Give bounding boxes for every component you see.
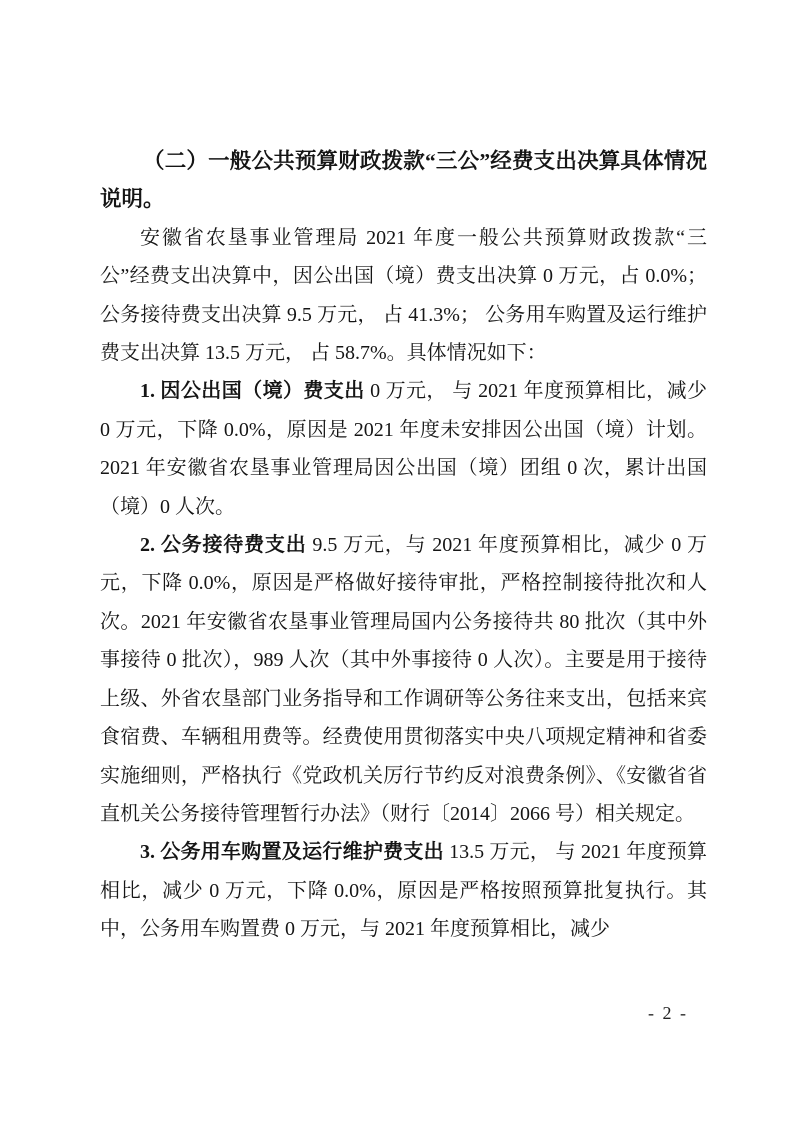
subsection-2-text: 9.5 万元，与 2021 年度预算相比，减少 0 万元，下降 0.0%，原因是严格做好接待审批，严格控制接待批次和人次。2021 年安徽省农垦事业管理局国内公务接待共 80 批次（其中外事接待 0 批次），989 人次（其中外事接待 0 人次）。主要是用于接待上级、外省农垦部门业务指导和工作调研等公务往来支出，包括来宾食宿费、车辆租用费等。经费使用贯彻落实中央八项规定精神和省委实施细则，严格执行《党政机关厉行节约反对浪费条例》、《安徽省省直机关公务接待管理暂行办法》（财行〔2014〕2066 号）相关规定。 [100,534,708,825]
intro-paragraph: 安徽省农垦事业管理局 2021 年度一般公共预算财政拨款“三公”经费支出决算中，因公出国（境）费支出决算 0 万元，占 0.0%；公务接待费支出决算 9.5 万元， 占 41.3%； 公务用车购置及运行维护费支出决算 13.5 万元， 占 58.7%。具体情况如下： [100,226,707,365]
page-number: - 2 - [648,1003,688,1023]
subsection-1-paragraph [100,372,707,526]
subsection-1-lead: 1. 因公出国（境）费支出 [140,380,365,403]
section-heading: （二）一般公共预算财政拨款“三公”经费支出决算具体情况说明。 [100,149,707,212]
subsection-2-lead: 2. 公务接待费支出 [140,534,307,557]
subsection-3-text: 13.5 万元， 与 2021 年度预算相比，减少 0 万元，下降 0.0%，原因是严格按照预算批复执行。其中，公务用车购置费 0 万元，与 2021 年度预算相比，减少 [100,841,708,941]
subsection-3-paragraph [100,833,707,948]
subsection-1-text: 0 万元， 与 2021 年度预算相比，减少 0 万元，下降 0.0%，原因是 2021 年度未安排因公出国（境）计划。2021 年安徽省农垦事业管理局因公出国（境）团组 0 次，累计出国（境）0 人次。 [100,380,708,518]
subsection-3-lead: 3. 公务用车购置及运行维护费支出 [140,841,444,864]
document-body [100,142,707,949]
subsection-2-paragraph [100,526,707,833]
